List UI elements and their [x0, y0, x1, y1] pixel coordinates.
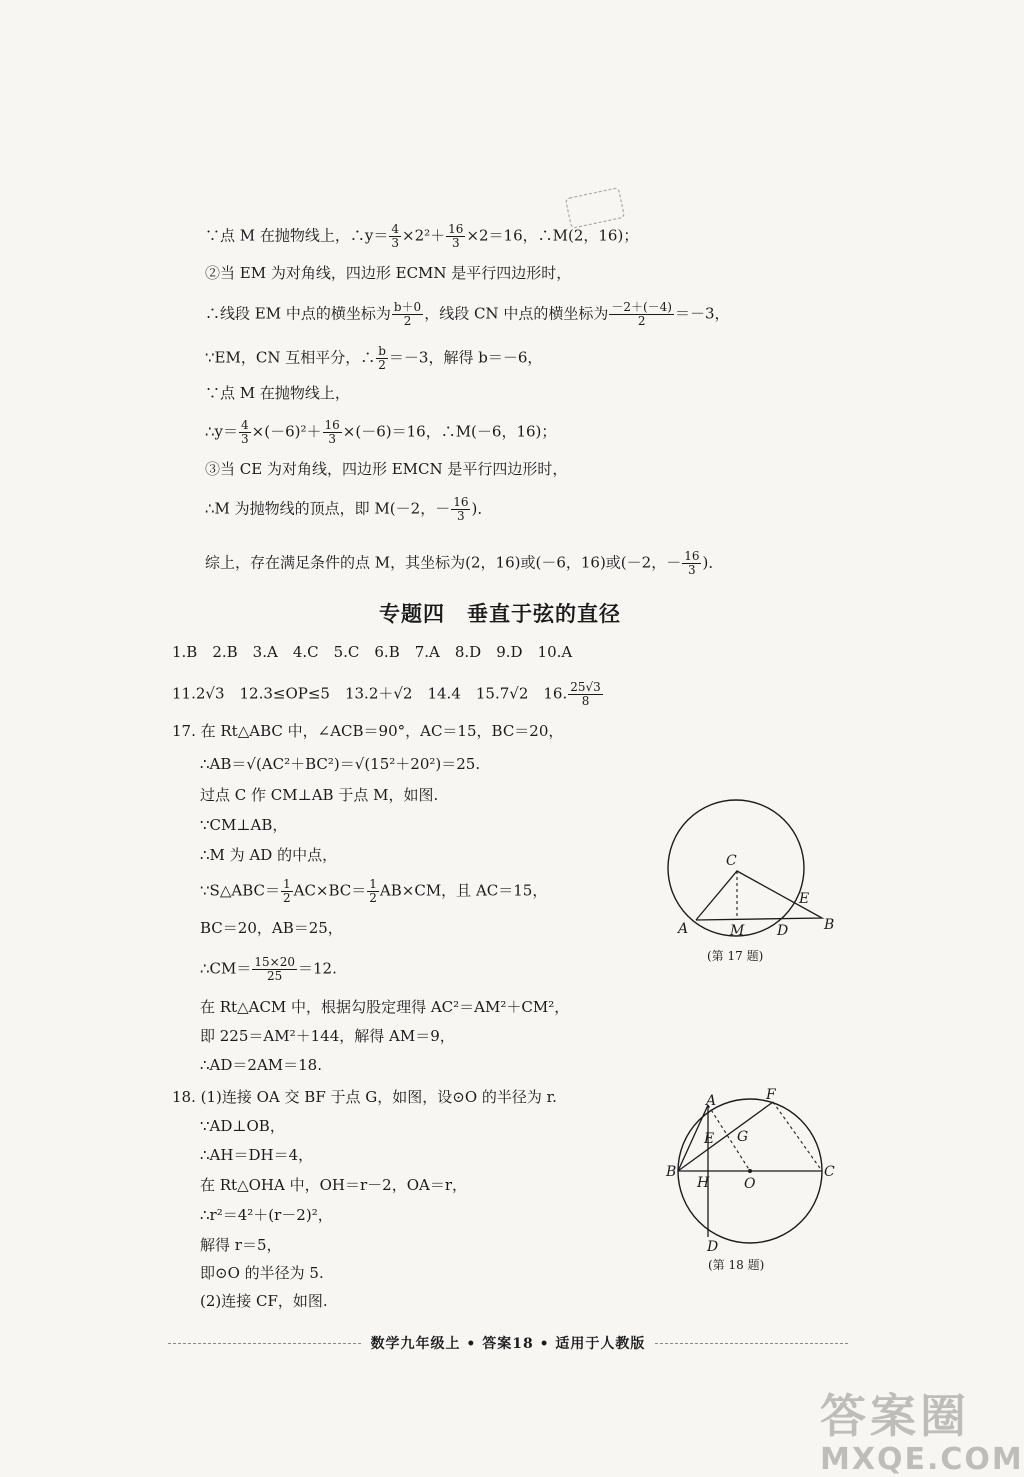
answer-row: 11.2√3 12.3≤OP≤5 13.2＋√2 14.4 15.7√2 16. $\frac{25√3}{8}$ — [172, 680, 601, 708]
point-label-c: C — [726, 853, 737, 869]
point-label-c: C — [824, 1164, 835, 1180]
footer-divider-right — [655, 1343, 848, 1344]
footer-text: 数学九年级上 • 答案18 • 适用于人教版 — [370, 1336, 646, 1352]
q18-line: 解得 r＝5， — [200, 1236, 282, 1254]
q17-line: ∴AB＝√(AC²＋BC²)＝√(15²＋20²)＝25. — [200, 755, 481, 773]
point-label-e: E — [704, 1131, 715, 1147]
solution-line: ∴y＝ $\frac{4}{3}$ ×(－6)²＋ $\frac{16}{3}$ ×(－6)＝16，∴M(－6，16)； — [205, 418, 557, 446]
solution-line: ∵EM，CN 互相平分，∴ $\frac{b}{2}$ ＝－3，解得 b＝－6， — [205, 344, 543, 372]
q18-line: 在 Rt△OHA 中，OH＝r－2，OA＝r， — [200, 1176, 467, 1194]
point-label-a: A — [678, 921, 689, 937]
q17-line: ∴CM＝ $\frac{15\times 20}{25}$ ＝12. — [200, 955, 337, 983]
point-label-a: A — [706, 1093, 717, 1109]
watermark-url: MXQE.COM — [820, 1442, 1024, 1477]
q17-line: 在 Rt△ACM 中，根据勾股定理得 AC²＝AM²＋CM²， — [200, 998, 570, 1016]
point-label-b: B — [666, 1164, 677, 1180]
q18-caption: (第 18 题) — [708, 1258, 765, 1272]
q17-line: 17. 在 Rt△ABC 中，∠ACB＝90°，AC＝15，BC＝20， — [172, 722, 564, 740]
page-footer — [168, 1333, 848, 1353]
solution-line: ③当 CE 为对角线，四边形 EMCN 是平行四边形时， — [205, 460, 568, 478]
point-label-o: O — [744, 1176, 756, 1192]
solution-line: ∴线段 EM 中点的横坐标为 $\frac{b+0}{2}$ ，线段 CN 中点的横坐标为 $\frac{-2+(-4)}{2}$ ＝－3， — [205, 300, 730, 328]
q18-figure — [660, 1085, 845, 1255]
point-label-e: E — [799, 891, 810, 907]
q17-figure — [660, 805, 850, 940]
point-label-d: D — [707, 1239, 719, 1255]
q17-line: 即 225＝AM²＋144，解得 AM＝9， — [200, 1027, 455, 1045]
point-label-b: B — [824, 917, 835, 933]
solution-line: 综上，存在满足条件的点 M，其坐标为(2，16)或(－6，16)或(－2，－ $\frac{16}{3}$ )． — [205, 549, 724, 577]
q18-line: ∴r²＝4²＋(r－2)²， — [200, 1206, 333, 1224]
solution-line: ②当 EM 为对角线，四边形 ECMN 是平行四边形时， — [205, 264, 572, 282]
answer-row: 1.B 2.B 3.A 4.C 5.C 6.B 7.A 8.D 9.D 10.A — [172, 643, 573, 661]
q17-line: ∴M 为 AD 的中点， — [200, 846, 338, 864]
q17-line: ∴AD＝2AM＝18. — [200, 1056, 322, 1074]
q17-line: BC＝20，AB＝25， — [200, 919, 343, 937]
point-label-h: H — [697, 1175, 710, 1191]
q17-line: ∵CM⊥AB， — [200, 816, 288, 834]
solution-line: ∴M 为抛物线的顶点，即 M(－2，－ $\frac{16}{3}$ )． — [205, 495, 493, 523]
q17-line: ∵S△ABC＝ $\frac{1}{2}$ AC×BC＝ $\frac{1}{2}$ AB×CM，且 AC＝15， — [200, 877, 548, 905]
footer-divider-left — [168, 1343, 361, 1344]
solution-line: ∵点 M 在抛物线上，∴y＝ $\frac{4}{3}$ ×2²＋ $\frac{16}{3}$ ×2＝16，∴M(2，16)； — [205, 222, 639, 250]
q18-line: ∴AH＝DH＝4， — [200, 1146, 314, 1164]
q17-line: 过点 C 作 CM⊥AB 于点 M，如图. — [200, 786, 439, 804]
point-label-d: D — [777, 923, 789, 939]
point-label-f: F — [766, 1087, 776, 1103]
section-title: 专题四 垂直于弦的直径 — [379, 601, 621, 626]
point-label-g: G — [737, 1129, 749, 1145]
watermark-title: 答案圈 — [820, 1389, 970, 1443]
point-label-m: M — [730, 923, 745, 939]
q18-line: 即⊙O 的半径为 5. — [200, 1264, 324, 1282]
q18-line: 18. (1)连接 OA 交 BF 于点 G，如图，设⊙O 的半径为 r. — [172, 1088, 557, 1106]
q17-caption: (第 17 题) — [707, 949, 764, 963]
q18-line: ∵AD⊥OB， — [200, 1117, 285, 1135]
solution-line: ∵点 M 在抛物线上， — [205, 384, 350, 402]
q18-line: (2)连接 CF，如图. — [200, 1292, 328, 1310]
site-watermark — [820, 1380, 1024, 1477]
